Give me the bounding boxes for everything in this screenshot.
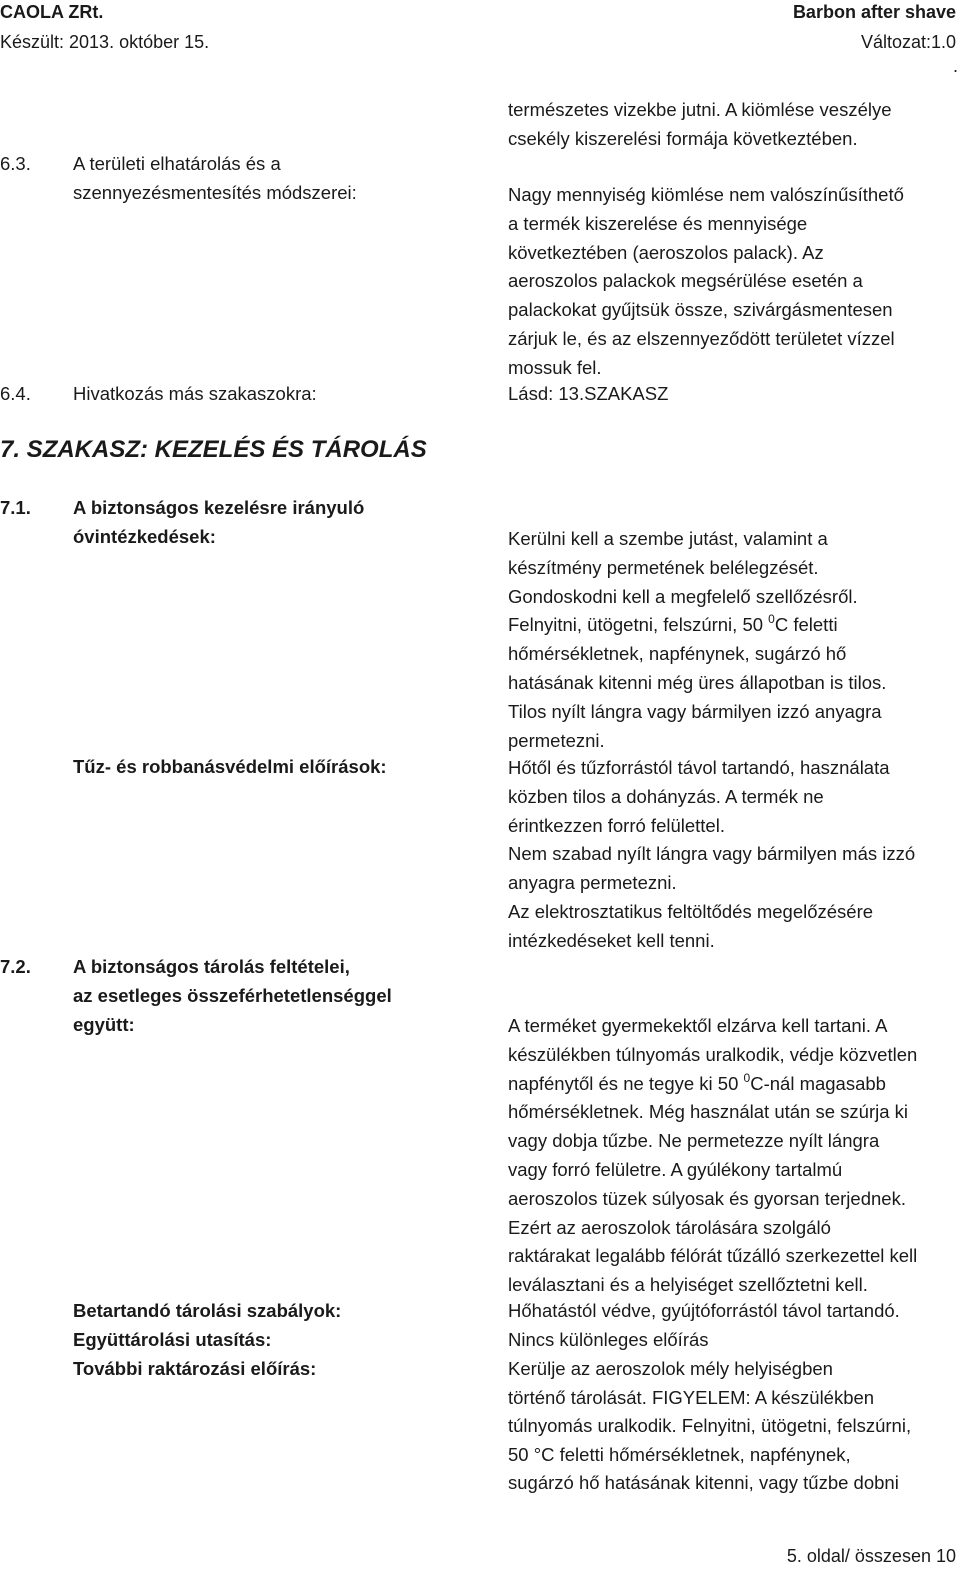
- fire-protection-text: [508, 754, 960, 956]
- item-7-1-label: [0, 497, 500, 557]
- item-6-4-text: Lásd: 13.SZAKASZ: [508, 383, 669, 404]
- item-6-3-text: [508, 181, 960, 383]
- text-fragment: napfénytől és ne tegye ki 50: [508, 1072, 744, 1094]
- text-fragment: C feletti: [774, 614, 838, 636]
- text-line: intézkedéseket kell tenni.: [508, 929, 715, 951]
- item-number: 6.3.: [0, 153, 31, 174]
- text-line: történő tárolását. FIGYELEM: A készülékben: [508, 1386, 875, 1408]
- text-line: Kerülni kell a szembe jutást, valamint a: [508, 528, 828, 549]
- label-line: A biztonságos tárolás feltételei,: [73, 956, 350, 977]
- text-line: túlnyomás uralkodik. Felnyitni, ütögetni, felszúrni,: [508, 1415, 912, 1436]
- header-dot: .: [952, 56, 958, 76]
- item-7-1-text: [508, 525, 960, 755]
- superscript: 0: [768, 612, 775, 627]
- item-number: 7.2.: [0, 956, 31, 977]
- text-fragment: C-nál magasabb: [750, 1072, 886, 1094]
- page-number: 5. oldal/ összesen 10: [786, 1546, 956, 1566]
- text-line: Kerülje az aeroszolok mély helyiségben: [508, 1358, 833, 1379]
- section-title: 7. SZAKASZ: KEZELÉS ÉS TÁROLÁS: [0, 436, 427, 463]
- text-line: raktárakat legalább félórát tűzálló szerkezettel kell: [508, 1245, 918, 1267]
- text-line: Nagy mennyiség kiömlése nem valószínűsíthető: [508, 184, 904, 205]
- text-line: Az elektrosztatikus feltöltődés megelőzésére: [508, 900, 874, 922]
- item-6-3-label: [0, 153, 500, 213]
- text-line: leválasztani és a helyiséget szellőztetni kell.: [508, 1274, 868, 1296]
- item-number: 7.1.: [0, 497, 31, 518]
- storage-rules-text: Hőhatástól védve, gyújtóforrástól távol tartandó.: [508, 1300, 900, 1321]
- company-name: CAOLA ZRt.: [0, 2, 104, 22]
- text-line: permetezni.: [508, 729, 605, 751]
- label-line: az esetleges összeférhetetlenséggel: [73, 985, 392, 1006]
- product-name: Barbon after shave: [792, 2, 956, 22]
- text-line: Gondoskodni kell a megfelelő szellőzésről.: [508, 585, 858, 607]
- text-line: mossuk fel.: [508, 356, 602, 378]
- text-line: sugárzó hő hatásának kitenni, vagy tűzbe dobni: [508, 1472, 899, 1493]
- text-line: aeroszolos palackok megsérülése esetén a: [508, 270, 863, 292]
- text-line: hőmérsékletnek, napfénynek, sugárzó hő: [508, 643, 847, 665]
- text-line: következtében (aeroszolos palack). Az: [508, 241, 824, 263]
- item-7-2-label: [0, 956, 500, 1046]
- co-storage-text: Nincs különleges előírás: [508, 1329, 709, 1350]
- label-line: szennyezésmentesítés módszerei:: [73, 182, 357, 203]
- text-line: hatásának kitenni még üres állapotban is tilos.: [508, 671, 887, 693]
- text-line-temperature: [508, 1070, 960, 1099]
- label-line: A biztonságos kezelésre irányuló: [73, 497, 365, 518]
- text-line: anyagra permetezni.: [508, 872, 677, 894]
- created-date: Készült: 2013. október 15.: [0, 32, 210, 52]
- text-line: Tilos nyílt lángra vagy bármilyen izzó anyagra: [508, 700, 882, 722]
- text-line: csekély kiszerelési formája következtében.: [508, 127, 858, 149]
- item-7-2-text: [508, 1012, 960, 1300]
- text-line: természetes vizekbe jutni. A kiömlése veszélye: [508, 99, 892, 120]
- text-line: vagy dobja tűzbe. Ne permetezze nyílt lángra: [508, 1130, 880, 1152]
- text-line: Nem szabad nyílt lángra vagy bármilyen más izzó: [508, 843, 916, 865]
- fire-protection-label: Tűz- és robbanásvédelmi előírások:: [73, 756, 387, 777]
- text-line: Ezért az aeroszolok tárolására szolgáló: [508, 1216, 831, 1238]
- text-line: készülékben túlnyomás uralkodik, védje közvetlen: [508, 1043, 918, 1065]
- text-line: közben tilos a dohányzás. A termék ne: [508, 785, 824, 807]
- item-6-4-label: [0, 383, 500, 413]
- label-line: A területi elhatárolás és a: [73, 153, 281, 174]
- further-storage-text: [508, 1355, 960, 1498]
- text-line: A terméket gyermekektől elzárva kell tartani. A: [508, 1015, 888, 1036]
- text-fragment: Felnyitni, ütögetni, felszúrni, 50: [508, 614, 769, 636]
- text-line: vagy forró felületre. A gyúlékony tartalmú: [508, 1158, 843, 1180]
- storage-rules-label: Betartandó tárolási szabályok:: [73, 1300, 342, 1321]
- text-line: készítmény permetének belélegzését.: [508, 556, 819, 578]
- text-line: a termék kiszerelése és mennyisége: [508, 212, 808, 234]
- label-line: együtt:: [73, 1014, 135, 1035]
- superscript: 0: [743, 1070, 751, 1085]
- text-line-temperature: [508, 611, 960, 640]
- text-line: hőmérsékletnek. Még használat után se szúrja ki: [508, 1101, 909, 1123]
- item-number: 6.4.: [0, 383, 31, 404]
- text-line: 50 °C feletti hőmérsékletnek, napfénynek,: [508, 1443, 851, 1465]
- text-line: érintkezzen forró felülettel.: [508, 814, 725, 836]
- text-line: zárjuk le, és az elszennyeződött területet vízzel: [508, 327, 895, 349]
- text-line: Hőtől és tűzforrástól távol tartandó, használata: [508, 757, 890, 778]
- text-line: aeroszolos tüzek súlyosak és gyorsan terjednek.: [508, 1187, 906, 1209]
- s6-carry-over-text: [508, 96, 960, 154]
- label-line: Hivatkozás más szakaszokra:: [73, 383, 317, 404]
- version: Változat:1.0: [860, 32, 956, 52]
- label-line: óvintézkedések:: [73, 526, 216, 547]
- further-storage-label: További raktározási előírás:: [73, 1358, 317, 1379]
- text-line: palackokat gyűjtsük össze, szivárgásmentesen: [508, 299, 893, 321]
- co-storage-label: Együttárolási utasítás:: [73, 1329, 272, 1350]
